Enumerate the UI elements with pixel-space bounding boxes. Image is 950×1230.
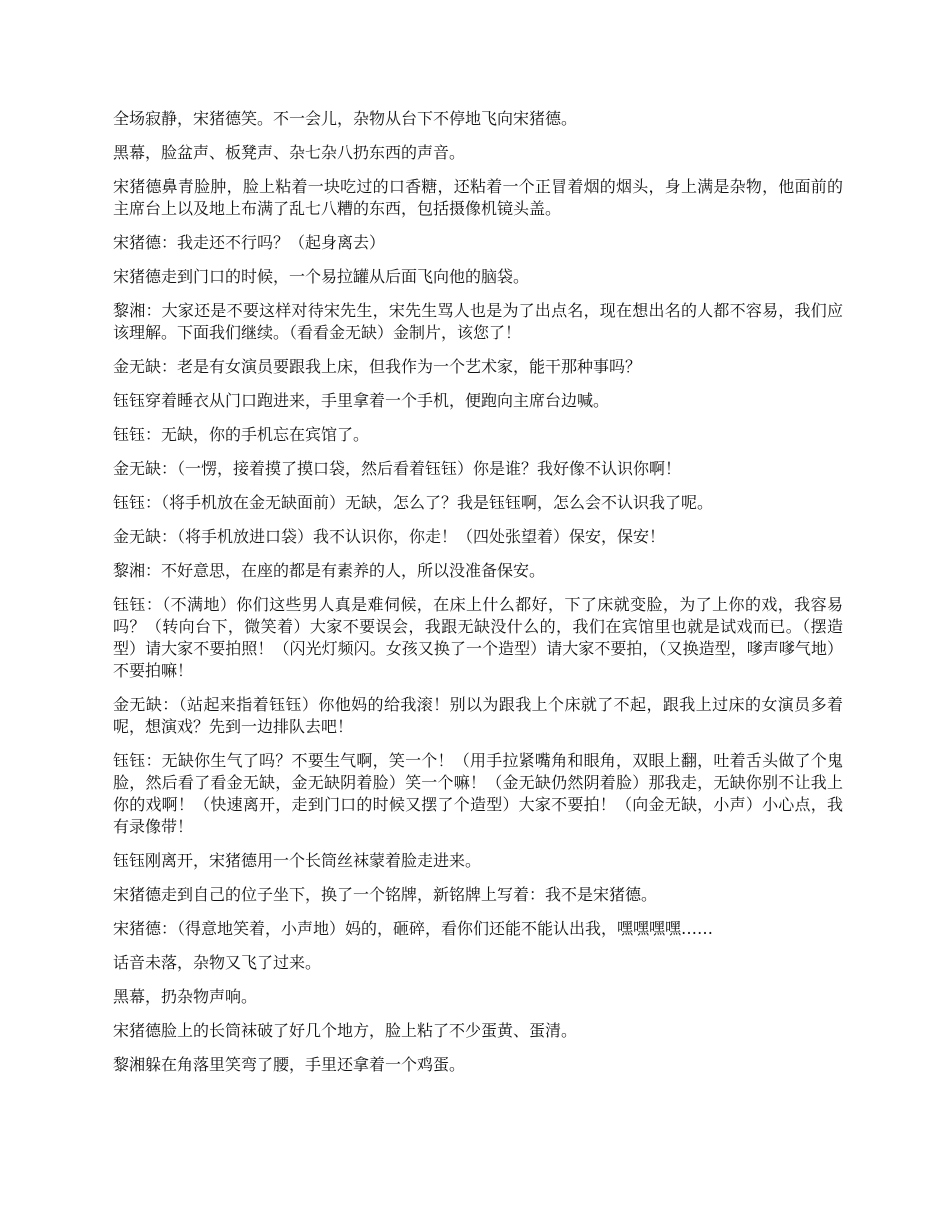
paragraph: 钰钰：无缺，你的手机忘在宾馆了。 — [113, 425, 370, 444]
paragraph: 钰钰刚离开，宋猪德用一个长筒丝袜蒙着脸走进来。 — [113, 851, 482, 870]
paragraph: 金无缺：（将手机放进口袋）我不认识你，你走！（四处张望着）保安，保安！ — [113, 527, 666, 546]
paragraph: 宋猪德鼻青脸肿，脸上粘着一块吃过的口香糖，还粘着一个正冒着烟的烟头，身上满是杂物，他面前的主席台上以及地上布满了乱七八糟的东西，包括摄像机镜头盖。 — [113, 177, 843, 218]
paragraph: 宋猪德走到自己的位子坐下，换了一个铭牌，新铭牌上写着：我不是宋猪德。 — [113, 885, 658, 904]
paragraph: 黎湘躲在角落里笑弯了腰，手里还拿着一个鸡蛋。 — [113, 1055, 466, 1074]
paragraph: 黑幕，扔杂物声响。 — [113, 987, 258, 1006]
paragraph: 钰钰穿着睡衣从门口跑进来，手里拿着一个手机，便跑向主席台边喊。 — [113, 391, 610, 410]
paragraph: 钰钰：（不满地）你们这些男人真是难伺候，在床上什么都好，下了床就变脸，为了上你的戏，我容易吗？（转向台下，微笑着）大家不要误会，我跟无缺没什么的，我们在宾馆里也就是试戏而已。（摆造型）请大家不要拍照！（闪光灯频闪。女孩又换了一个造型）请大家不要拍，（又换造型，嗲声嗲气地）不要拍嘛！ — [113, 595, 843, 680]
document-page — [113, 108, 843, 1088]
paragraph: 话音未落，杂物又飞了过来。 — [113, 953, 322, 972]
paragraph: 金无缺：（站起来指着钰钰）你他妈的给我滚！别以为跟我上个床就了不起，跟我上过床的女演员多着呢，想演戏？先到一边排队去吧！ — [113, 695, 843, 736]
paragraph: 黎湘：不好意思，在座的都是有素养的人，所以没准备保安。 — [113, 561, 546, 580]
paragraph: 全场寂静，宋猪德笑。不一会儿，杂物从台下不停地飞向宋猪德。 — [113, 109, 578, 128]
paragraph: 宋猪德：我走还不行吗？（起身离去） — [113, 233, 386, 252]
paragraph: 宋猪德：（得意地笑着，小声地）妈的，砸碎，看你们还能不能认出我，嘿嘿嘿嘿…… — [113, 919, 714, 938]
paragraph: 黎湘：大家还是不要这样对待宋先生，宋先生骂人也是为了出点名，现在想出名的人都不容易，我们应该理解。下面我们继续。（看看金无缺）金制片，该您了！ — [113, 301, 843, 342]
paragraph: 钰钰：（将手机放在金无缺面前）无缺，怎么了？我是钰钰啊，怎么会不认识我了呢。 — [113, 493, 714, 512]
paragraph: 钰钰：无缺你生气了吗？不要生气啊，笑一个！（用手拉紧嘴角和眼角，双眼上翻，吐着舌头做了个鬼脸，然后看了看金无缺，金无缺阴着脸）笑一个嘛！（金无缺仍然阴着脸）那我走，无缺你别不让我上你的戏啊！（快速离开，走到门口的时候又摆了个造型）大家不要拍！（向金无缺，小声）小心点，我有录像带！ — [113, 751, 843, 836]
paragraph: 金无缺：老是有女演员要跟我上床，但我作为一个艺术家，能干那种事吗？ — [113, 357, 642, 376]
paragraph: 宋猪德走到门口的时候，一个易拉罐从后面飞向他的脑袋。 — [113, 267, 530, 286]
paragraph: 金无缺：（一愣，接着摸了摸口袋，然后看着钰钰）你是谁？我好像不认识你啊！ — [113, 459, 682, 478]
paragraph: 黑幕，脸盆声、板凳声、杂七杂八扔东西的声音。 — [113, 143, 466, 162]
paragraph: 宋猪德脸上的长筒袜破了好几个地方，脸上粘了不少蛋黄、蛋清。 — [113, 1021, 578, 1040]
